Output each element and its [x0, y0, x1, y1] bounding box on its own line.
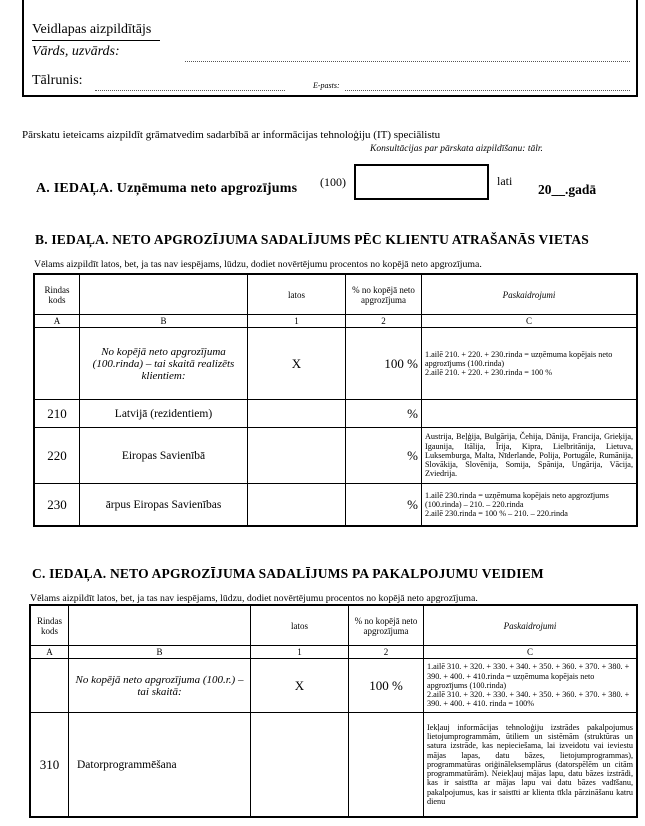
letter-b: B	[80, 315, 248, 328]
letter-a: A	[35, 315, 80, 328]
total-expl-2: 2.ailē 210. + 220. + 230.rinda = 100 %	[425, 368, 553, 378]
letter-1: 1	[251, 646, 349, 659]
section-a-year: 20__.gadā	[538, 182, 597, 197]
row-code: 230	[35, 484, 80, 526]
hdr-latos: latos	[248, 275, 346, 315]
letter-2: 2	[349, 646, 424, 659]
section-c-title: C. IEDAĻA. NETO APGROZĪJUMA SADALĪJUMS PA PAKALPOJUMU VEIDIEM	[32, 566, 544, 581]
section-c-table	[30, 605, 637, 817]
total-label: No kopējā neto apgrozījuma (100.r.) – tai skaitā:	[69, 659, 251, 713]
email-label: E-pasts:	[313, 81, 340, 90]
row-code: 210	[35, 400, 80, 428]
row-expl: Austrija, Beļģija, Bulgārija, Čehija, Dānija, Francija, Grieķija, Igaunija, Itālija, Īrija, Kipra, Lielbritānija, Lietuva, Luksemburga, Malta, Nīderlande, Polija, Portugāle, Rumānija, Slovākija, Slovēnija, Somija, Spānija, Ungārija, Vācija, Zviedrija.	[422, 428, 637, 484]
row-pct-input[interactable]: %	[346, 428, 422, 484]
row-expl: Iekļauj informācijas tehnoloģiju izstrādes pakalpojumus lietojumprogrammām, ūtiliem un sistēmām (struktūras un satura izstrāde, kas nepieciešama, lai izveidotu vai ieviestu mājas lapas, datu bāzes, lietojumprogrammas), programmatūras oriģināleksemplārus (datorspēlēm un citām programmatūrām). Neiekļauj mājas lapu, datu bāzes izstrādi, kas ir saistīta ar mājas lapu vai datu bāzes vadīšanu, pakalpojumus, kas ir saistīti ar klienta tīkla pārzināšanu katru dienu	[424, 713, 637, 817]
total-expl	[424, 659, 637, 713]
row-label: Eiropas Savienībā	[80, 428, 248, 484]
it-note: Pārskatu ieteicams aizpildīt grāmatvedim sadarbībā ar informācijas tehnoloģiju (IT) speciālistu	[22, 129, 441, 141]
hdr-code: Rindas kods	[31, 606, 69, 646]
total-code	[31, 659, 69, 713]
phone-label: Tālrunis:	[32, 73, 83, 88]
total-expl-1: 1.ailē 210. + 220. + 230.rinda = uzņēmuma kopējais neto apgrozījums (100.rinda)	[425, 349, 613, 368]
letter-a: A	[31, 646, 69, 659]
row-pct-input[interactable]: %	[346, 400, 422, 428]
letter-c: C	[424, 646, 637, 659]
total-x: X	[248, 328, 346, 400]
row-label: ārpus Eiropas Savienības	[80, 484, 248, 526]
total-x: X	[251, 659, 349, 713]
row-label: Latvijā (rezidentiem)	[80, 400, 248, 428]
hdr-pct: % no kopējā neto apgrozījuma	[349, 606, 424, 646]
row-latos-input[interactable]	[251, 713, 349, 817]
email-field-line[interactable]	[345, 90, 630, 91]
letter-2: 2	[346, 315, 422, 328]
row-expl: 1.ailē 230.rinda = uzņēmuma kopējais neto apgrozījums (100.rinda) – 210. – 220.rinda 2.ailē 230.rinda = 100 % – 210. – 220.rinda	[422, 484, 637, 526]
net-turnover-input[interactable]	[354, 164, 489, 200]
total-pct: 100 %	[349, 659, 424, 713]
total-expl	[422, 328, 637, 400]
total-label: No kopējā neto apgrozījuma (100.rinda) – tai skaitā realizēts klientiem:	[80, 328, 248, 400]
contact-title: Veidlapas aizpildītājs	[32, 22, 152, 37]
row-latos-input[interactable]	[248, 428, 346, 484]
section-a-title: A. IEDAĻA. Uzņēmuma neto apgrozījums	[36, 181, 298, 196]
section-b-title: B. IEDAĻA. NETO APGROZĪJUMA SADALĪJUMS PĒC KLIENTU ATRAŠANĀS VIETAS	[35, 232, 590, 247]
title-underline	[32, 40, 160, 41]
row-code: 220	[35, 428, 80, 484]
row-expl	[422, 400, 637, 428]
section-b-note: Vēlams aizpildīt latos, bet, ja tas nav iespējams, lūdzu, dodiet novērtējumu procentos no kopējā neto apgrozījuma.	[34, 259, 482, 270]
total-expl-2: 2.ailē 310. + 320. + 330. + 340. + 350. + 360. + 370. + 380. + 390. + 400. + 410. rinda = 100%	[427, 690, 630, 709]
phone-field-line[interactable]	[95, 90, 285, 91]
total-code	[35, 328, 80, 400]
total-pct: 100 %	[346, 328, 422, 400]
row-pct-input[interactable]	[349, 713, 424, 817]
hdr-latos: latos	[251, 606, 349, 646]
letter-c: C	[422, 315, 637, 328]
hdr-expl: Paskaidrojumi	[424, 606, 637, 646]
row-latos-input[interactable]	[248, 484, 346, 526]
name-field-line[interactable]	[185, 61, 630, 62]
row-label: Datorprogrammēšana	[69, 713, 251, 817]
letter-b: B	[69, 646, 251, 659]
section-a-code: (100)	[320, 175, 346, 189]
hdr-pct: % no kopējā neto apgrozījuma	[346, 275, 422, 315]
hdr-blank	[80, 275, 248, 315]
row-latos-input[interactable]	[248, 400, 346, 428]
hdr-expl: Paskaidrojumi	[422, 275, 637, 315]
total-expl-1: 1.ailē 310. + 320. + 330. + 340. + 350. + 360. + 370. + 380. + 390. + 400. + 410.rinda = uzņēmuma kopējais neto apgrozījums (100.rinda)	[427, 662, 630, 690]
consult-note: Konsultācijas par pārskata aizpildīšanu: tālr.	[370, 144, 543, 154]
section-c-note: Vēlams aizpildīt latos, bet, ja tas nav iespējams, lūdzu, dodiet novērtējumu procentos no kopējā neto apgrozījuma.	[30, 593, 478, 604]
row-code: 310	[31, 713, 69, 817]
name-label: Vārds, uzvārds:	[32, 44, 120, 59]
hdr-code: Rindas kods	[35, 275, 80, 315]
row-pct-input[interactable]: %	[346, 484, 422, 526]
section-a-unit: lati	[497, 174, 513, 188]
letter-1: 1	[248, 315, 346, 328]
section-b-table	[34, 274, 637, 526]
hdr-blank	[69, 606, 251, 646]
